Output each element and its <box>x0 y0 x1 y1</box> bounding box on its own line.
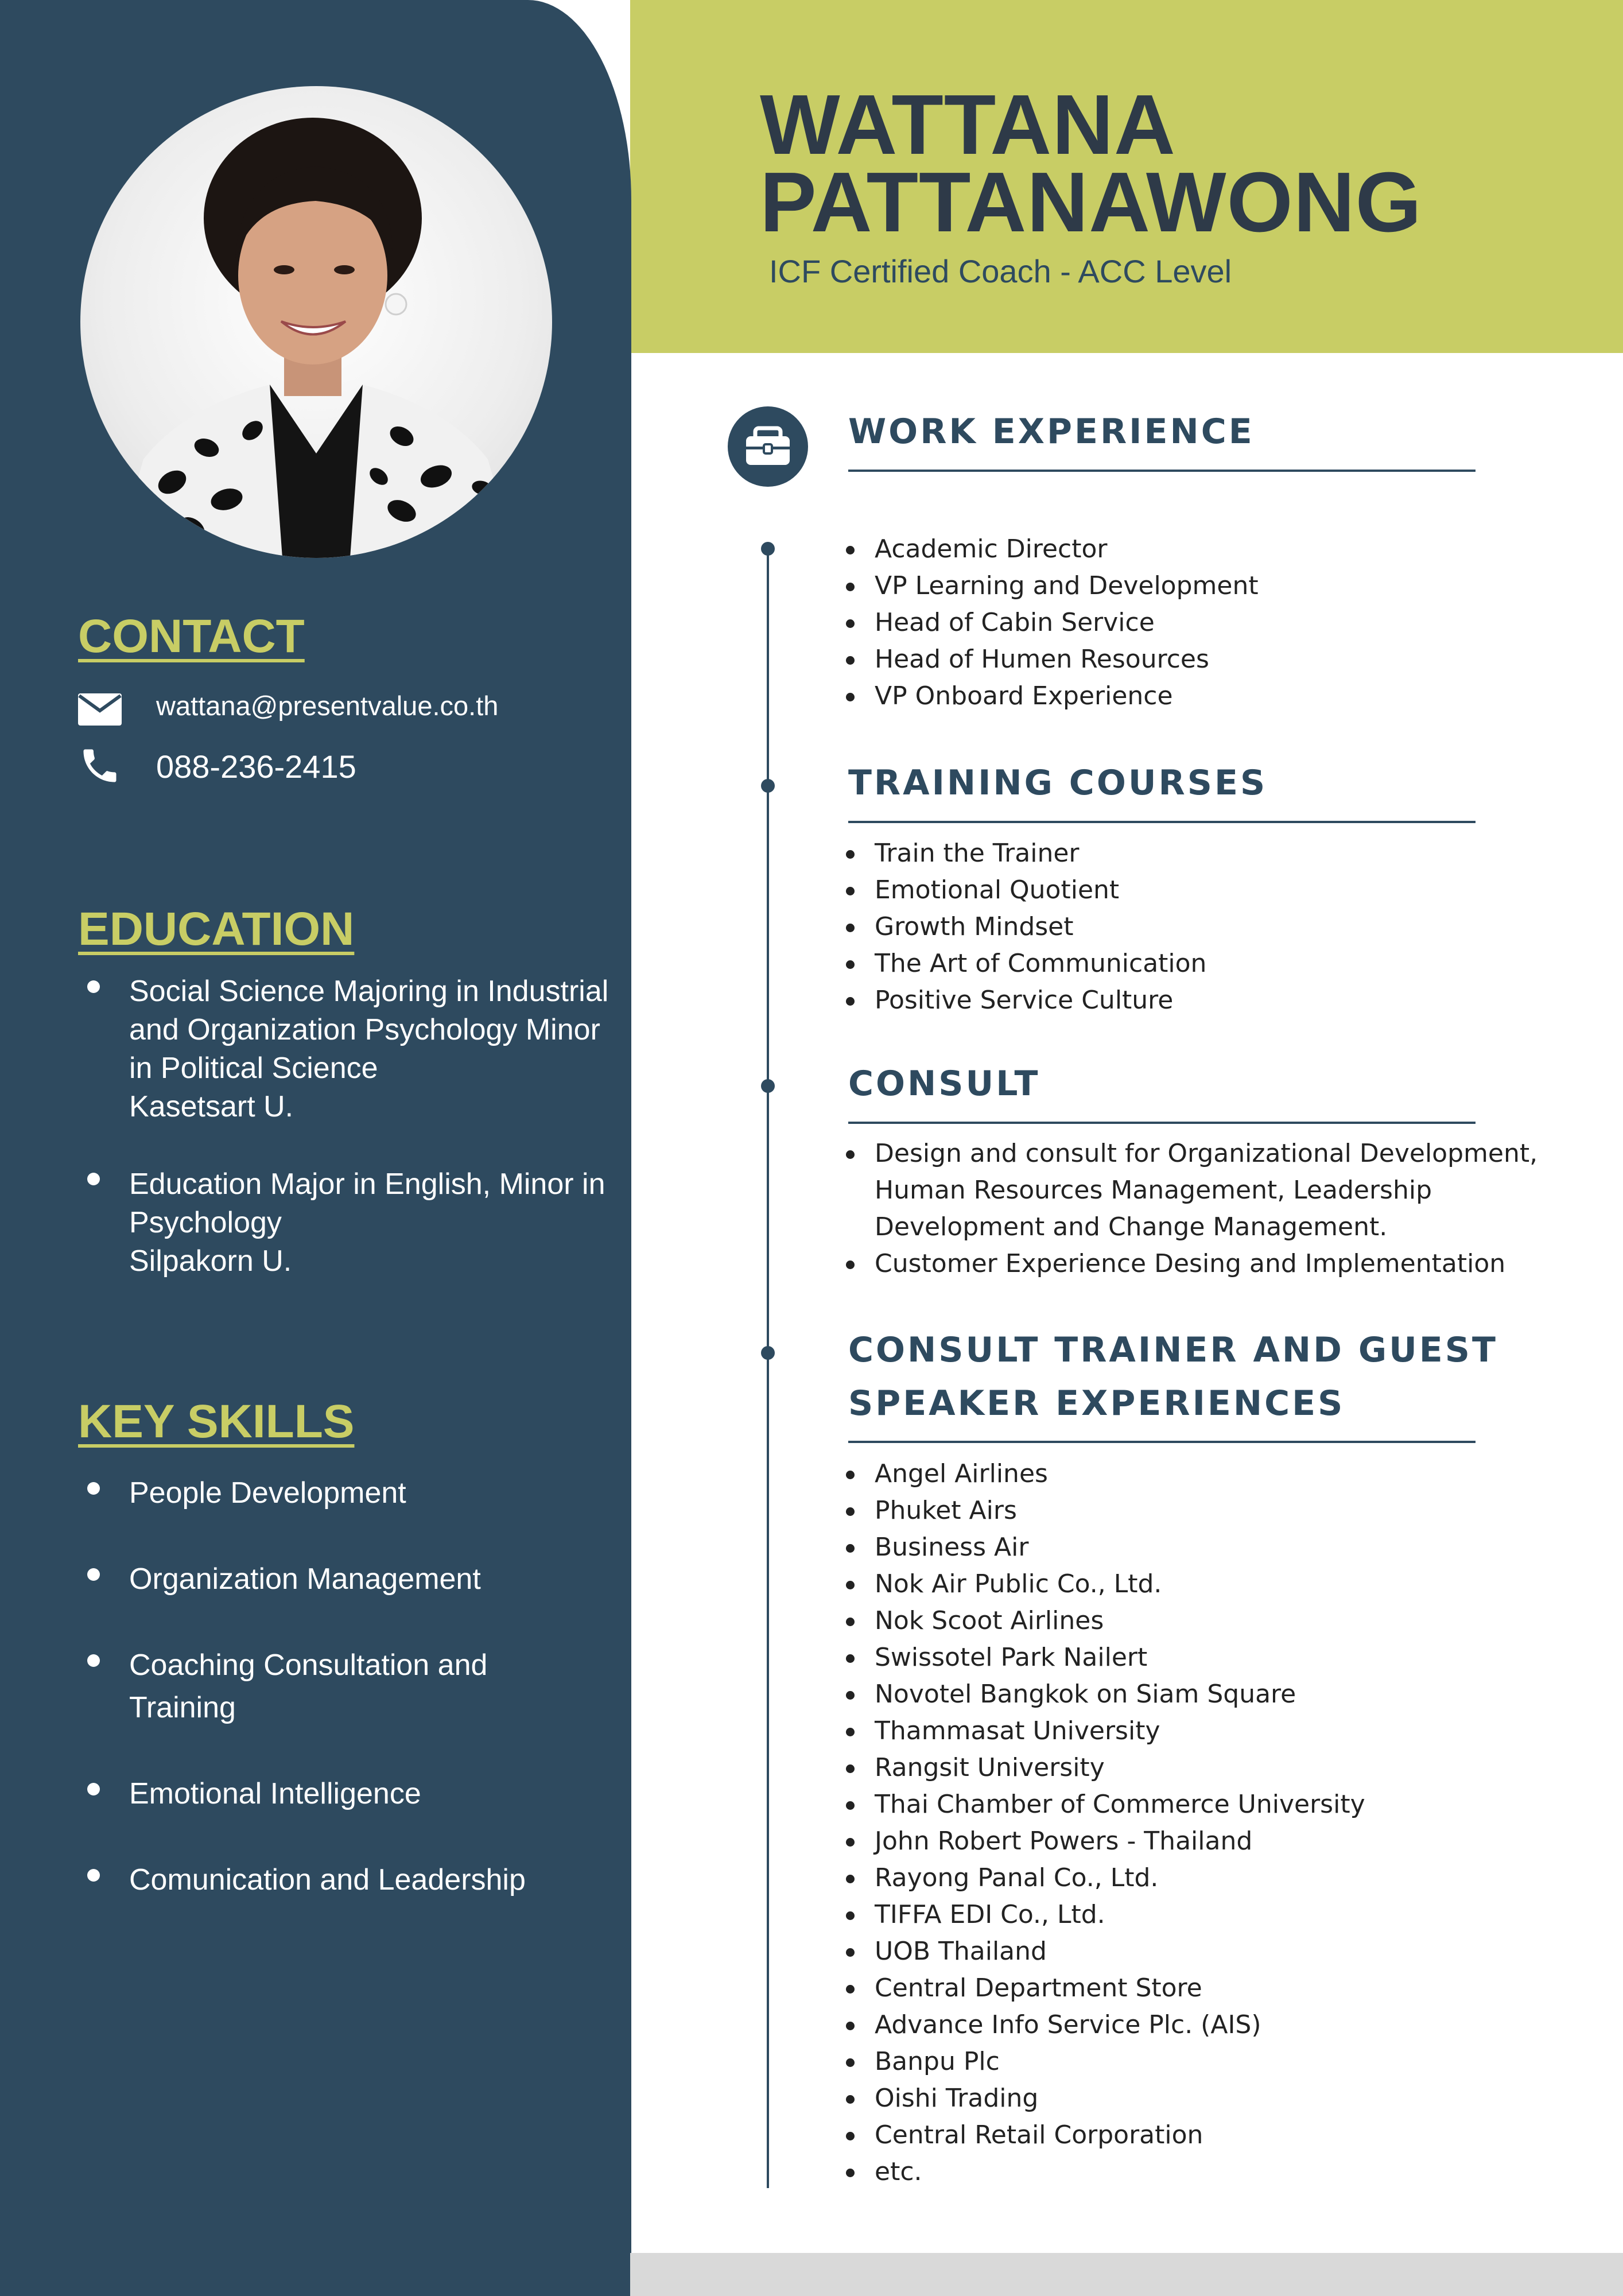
list-item <box>842 2154 1365 2190</box>
training-item: Train the Trainer <box>875 839 1080 868</box>
phone-text[interactable]: 088-236-2415 <box>156 748 356 785</box>
email-text[interactable]: wattana@presentvalue.co.th <box>156 691 499 721</box>
bullet-dot <box>846 2095 855 2104</box>
section-divider <box>848 470 1476 472</box>
bullet-dot <box>846 1581 855 1589</box>
consult-list <box>842 1135 1552 1282</box>
bullet-dot <box>846 1150 855 1159</box>
education-bullet <box>87 980 100 993</box>
speaker-item: Central Department Store <box>875 1973 1202 2003</box>
timeline-dot <box>761 779 775 793</box>
list-item <box>842 2080 1365 2117</box>
speaker-item: etc. <box>875 2157 922 2186</box>
section-divider <box>848 821 1476 823</box>
bullet-dot <box>846 924 855 932</box>
training-item: Growth Mindset <box>875 912 1074 941</box>
work-item: Head of Cabin Service <box>875 608 1155 637</box>
education-heading: EDUCATION <box>78 903 355 955</box>
consult-item: Design and consult for Organizational Development, Human Resources Management, Leadership Development and Change Management. <box>875 1139 1538 1242</box>
list-item <box>842 1529 1365 1566</box>
bullet-dot <box>846 1507 855 1516</box>
list-item <box>842 678 1259 715</box>
skill-bullet <box>87 1568 100 1581</box>
bullet-dot <box>846 2169 855 2177</box>
envelope-icon <box>78 693 122 726</box>
training-courses-list <box>842 835 1206 1019</box>
timeline-line <box>767 548 769 2188</box>
training-courses-title: TRAINING COURSES <box>848 763 1268 803</box>
skill-bullet <box>87 1869 100 1882</box>
bullet-dot <box>846 1654 855 1663</box>
skill-item: Emotional Intelligence <box>129 1777 421 1810</box>
speaker-item: Angel Airlines <box>875 1459 1048 1488</box>
bullet-dot <box>846 960 855 969</box>
list-item <box>842 1566 1365 1603</box>
speaker-item: Thai Chamber of Commerce University <box>875 1790 1365 1819</box>
bullet-dot <box>846 850 855 859</box>
education-item <box>129 1165 623 1281</box>
skill-bullet <box>87 1783 100 1795</box>
education-item <box>129 972 623 1126</box>
education-bullet <box>87 1173 100 1185</box>
list-item <box>842 1823 1365 1860</box>
bullet-dot <box>846 2058 855 2067</box>
section-divider <box>848 1441 1476 1443</box>
speaker-item: Nok Air Public Co., Ltd. <box>875 1569 1162 1599</box>
bullet-dot <box>846 1838 855 1847</box>
bullet-dot <box>846 656 855 665</box>
education-line: in Political Science <box>129 1052 378 1085</box>
bullet-dot <box>846 1764 855 1773</box>
speaker-item: Rayong Panal Co., Ltd. <box>875 1863 1159 1892</box>
speaker-item: TIFFA EDI Co., Ltd. <box>875 1900 1105 1929</box>
list-item <box>842 1713 1365 1750</box>
bullet-dot <box>846 1618 855 1626</box>
key-skills-heading: KEY SKILLS <box>78 1395 355 1448</box>
work-experience-title: WORK EXPERIENCE <box>848 412 1255 452</box>
skill-item: People Development <box>129 1476 406 1510</box>
skill-item: Organization Management <box>129 1562 481 1596</box>
contact-heading: CONTACT <box>78 610 305 662</box>
speaker-experience-list <box>842 1456 1365 2190</box>
bullet-dot <box>846 546 855 554</box>
list-item <box>842 1492 1365 1529</box>
list-item <box>842 909 1206 945</box>
consult-item: Customer Experience Desing and Implementation <box>875 1249 1506 1278</box>
bullet-dot <box>846 693 855 701</box>
list-item <box>842 2007 1365 2043</box>
list-item <box>842 872 1206 909</box>
speaker-experience-title-line2: SPEAKER EXPERIENCES <box>848 1383 1345 1424</box>
list-item <box>842 945 1206 982</box>
speaker-item: Rangsit University <box>875 1753 1105 1782</box>
speaker-item: Business Air <box>875 1533 1029 1562</box>
speaker-item: Nok Scoot Airlines <box>875 1606 1104 1635</box>
skill-item: Coaching Consultation and <box>129 1649 488 1682</box>
speaker-item: John Robert Powers - Thailand <box>875 1826 1253 1856</box>
list-item <box>842 1603 1365 1639</box>
list-item <box>842 1456 1365 1492</box>
bullet-dot <box>846 997 855 1006</box>
speaker-experience-title-line1: CONSULT TRAINER AND GUEST <box>848 1330 1498 1370</box>
list-item <box>842 835 1206 872</box>
education-school: Kasetsart U. <box>129 1090 294 1123</box>
speaker-item: Oishi Trading <box>875 2084 1039 2113</box>
bullet-dot <box>846 1985 855 1994</box>
education-line: Education Major in English, Minor in <box>129 1168 605 1201</box>
bullet-dot <box>846 1261 855 1269</box>
training-item: Emotional Quotient <box>875 875 1120 905</box>
bullet-dot <box>846 2132 855 2140</box>
bullet-dot <box>846 1801 855 1810</box>
bullet-dot <box>846 1544 855 1553</box>
list-item <box>842 2117 1365 2154</box>
name-last: PATTANAWONG <box>760 155 1422 250</box>
bullet-dot <box>846 2022 855 2030</box>
work-item: VP Learning and Development <box>875 571 1259 600</box>
speaker-item: Central Retail Corporation <box>875 2120 1203 2150</box>
bullet-dot <box>846 1691 855 1700</box>
list-item <box>842 568 1259 604</box>
list-item <box>842 1676 1365 1713</box>
work-experience-list <box>842 531 1259 715</box>
bullet-dot <box>846 1728 855 1736</box>
portrait-illustration <box>80 86 552 558</box>
list-item <box>842 604 1259 641</box>
education-school: Silpakorn U. <box>129 1244 292 1278</box>
list-item <box>842 1246 1552 1282</box>
list-item <box>842 1639 1365 1676</box>
speaker-item: Banpu Plc <box>875 2047 1000 2076</box>
speaker-item: Phuket Airs <box>875 1496 1017 1525</box>
job-subtitle: ICF Certified Coach - ACC Level <box>769 253 1232 289</box>
skill-item: Comunication and Leadership <box>129 1863 526 1896</box>
work-item: Head of Humen Resources <box>875 645 1209 674</box>
bullet-dot <box>846 1948 855 1957</box>
briefcase-icon <box>728 406 808 487</box>
list-item <box>842 641 1259 678</box>
list-item <box>842 531 1259 568</box>
work-item: VP Onboard Experience <box>875 681 1173 711</box>
skill-item-continued: Training <box>129 1691 236 1724</box>
list-item <box>842 982 1206 1019</box>
bullet-dot <box>846 1875 855 1883</box>
speaker-item: Thammasat University <box>875 1716 1160 1746</box>
training-item: Positive Service Culture <box>875 986 1174 1015</box>
name-first: WATTANA <box>760 77 1176 172</box>
timeline-dot <box>761 1079 775 1093</box>
list-item <box>842 1135 1552 1246</box>
footer-bar <box>630 2253 1623 2296</box>
education-line: Psychology <box>129 1206 282 1239</box>
education-line: Social Science Majoring in Industrial <box>129 975 609 1008</box>
speaker-item: UOB Thailand <box>875 1937 1047 1966</box>
list-item <box>842 1750 1365 1786</box>
education-line: and Organization Psychology Minor <box>129 1013 600 1046</box>
speaker-item: Swissotel Park Nailert <box>875 1643 1148 1672</box>
bullet-dot <box>846 887 855 895</box>
list-item <box>842 1860 1365 1896</box>
skill-bullet <box>87 1654 100 1667</box>
bullet-dot <box>846 619 855 628</box>
section-divider <box>848 1122 1476 1124</box>
speaker-item: Novotel Bangkok on Siam Square <box>875 1680 1296 1709</box>
timeline-dot <box>761 1346 775 1360</box>
profile-photo <box>80 86 552 558</box>
timeline-dot <box>761 542 775 556</box>
list-item <box>842 1933 1365 1970</box>
skill-bullet <box>87 1482 100 1495</box>
bullet-dot <box>846 1471 855 1479</box>
consult-title: CONSULT <box>848 1064 1040 1104</box>
training-item: The Art of Communication <box>875 949 1207 978</box>
work-item: Academic Director <box>875 534 1108 564</box>
list-item <box>842 1896 1365 1933</box>
speaker-item: Advance Info Service Plc. (AIS) <box>875 2010 1261 2039</box>
bullet-dot <box>846 583 855 591</box>
list-item <box>842 2043 1365 2080</box>
list-item <box>842 1970 1365 2007</box>
list-item <box>842 1786 1365 1823</box>
bullet-dot <box>846 1911 855 1920</box>
phone-icon <box>78 744 122 788</box>
